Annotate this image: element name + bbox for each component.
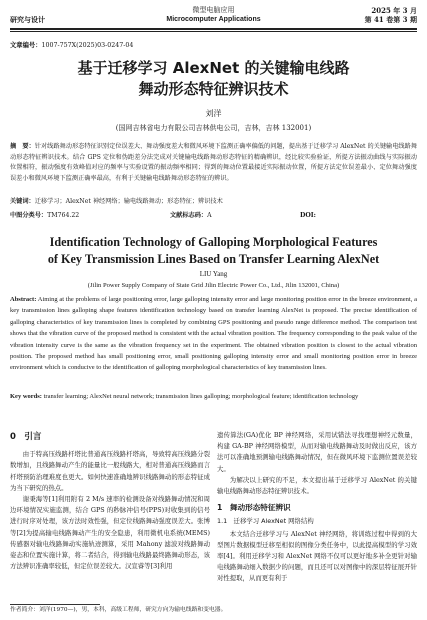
issue-date: 2025 年 3 月 — [371, 6, 417, 15]
clc-value: TM764.22 — [47, 212, 80, 219]
footnote-rule — [10, 604, 100, 605]
keywords-en — [10, 391, 417, 402]
abstract-cn-text: 针对线路舞动形态特征识别定位误差大、舞动强度差大和微风环境下监测正确率偏低的问题，提出基于迁移学习 AlexNet 的关键输电线路舞动形态特征辨识技术。结合 GPS 定位和伪距差分法完成对关键输电线路舞动形态特征的精确辨识，经比较实验验证，所提方法振动曲线与实际振动位置相符，振动强度有效峰值对应的频率与实验设置的振动频率相同；得到的舞动位置最接近实际振动位置，所提方法定位误差最小、定位舞动强度误差小和微风环境下监测正确率最高，有利于关键输电线路舞动形态特征的辨识。 — [10, 143, 417, 182]
doc-code-label: 文献标志码： — [170, 212, 208, 219]
keywords-cn-label: 关键词： — [10, 198, 35, 205]
article-number — [10, 40, 133, 49]
body-paragraph: 本文结合迁移学习与 AlexNet 神经网络，将训练过程中得到的大型图片数据模型迁移至相似的图像分类任务中，以此提高模型的学习效率[4]。利用迁移学习和 AlexNet 网络不仅可以更好地多补全更针对输电线路舞动细入数据少的问题，而且还可以对图像中的深层特征展开针对性提取，从而更有利于 — [217, 529, 417, 583]
article-number-label: 文章编号： — [10, 42, 42, 49]
affiliation-cn: (国网吉林省电力有限公司吉林供电公司，吉林，吉林 132001) — [115, 124, 312, 132]
issue-info — [365, 6, 417, 24]
body-paragraph: 遗传算法(GA)优化 BP 神经网络，采用试错法寻找理想神经元数量，构建 GA-BP 神经网络模型，从而对输电线路舞动及时做出反应，该方法可以准确地预测输电线路舞动情况，但在微风环境下监测位置误差较大。 — [217, 431, 417, 473]
doc-code-value: A — [207, 212, 212, 219]
journal-name-en: Microcomputer Applications — [166, 16, 261, 23]
section-heading-1: 1 舞动形态特征辨识 — [217, 503, 291, 513]
subsection-heading-1-1: 1.1 迁移学习 AlexNet 网络结构 — [217, 517, 314, 526]
abstract-en — [10, 294, 417, 374]
article-number-value: 1007-757X(2025)03-0247-04 — [41, 42, 134, 49]
clc-number — [10, 211, 79, 221]
body-paragraph: 由于特高压线路杆塔比普通高压线路杆塔高，导致特高压线路分裂数增加，且线路舞动产生的能量比一般线路大，相对普通高压线路而言杆塔预防治理难度也更大。如何快速准确地辨识线路舞动的形态特征成为当下研究的热点。 — [10, 450, 210, 492]
classification-cn — [10, 211, 417, 221]
author-cn: 刘洋 — [205, 109, 222, 118]
body-column-left — [10, 430, 210, 572]
journal-name-cn: 微型电脑应用 — [192, 6, 235, 14]
page-header — [10, 4, 417, 28]
title-en-line1: Identification Technology of Galloping Morphological Features — [49, 235, 378, 249]
body-paragraph: 为解决以上研究的不足，本文提出基于迁移学习 AlexNet 的关键输电线路舞动形态特征辨识技术。 — [217, 475, 417, 496]
author-footnote: 作者简介：刘洋(1970—)，男，本科，高级工程师，研究方向为输电线路和变电器。 — [10, 607, 227, 613]
doc-code — [170, 211, 212, 221]
section-heading-introduction: 0 引言 — [10, 432, 42, 442]
header-rule-thin — [10, 31, 417, 32]
journal-name — [10, 6, 417, 24]
title-en-line2: of Key Transmission Lines Based on Transfer Learning AlexNet — [47, 252, 380, 266]
keywords-en-text: transfer learning; AlexNet neural network; transmission lines galloping; morphological feature; identification technology — [43, 393, 359, 400]
title-en — [10, 234, 417, 268]
author-en: LIU Yang — [199, 270, 228, 278]
abstract-en-label: Abstract: — [10, 296, 37, 303]
doi — [300, 211, 316, 221]
abstract-cn — [10, 142, 417, 184]
abstract-en-text: Aiming at the problems of large positioning error, large galloping intensity error and large monitoring position error in the breeze environment, a key transmission lines galloping shape features identification technology based on transfer learning AlexNet is proposed. The precise identification of galloping characteristics of key transmission lines is completed by combining GPS positioning and pseudo range difference method. The comparison test shows that the vibration curve of the proposed method is consistent with the actual vibration position. The frequency corresponding to the peak value of the vibration intensity curve is the same as the vibration frequency set in the experiment. The obtained vibration position is closest to the actual vibration position. The proposed method has small positioning error, small positioning galloping intensity error and small monitoring position error in breeze environment which is conducive to the identification of galloping morphological characteristics of key transmission lines. — [10, 296, 417, 372]
title-cn-line1: 基于迁移学习 AlexNet 的关键输电线路 — [77, 59, 350, 77]
body-column-right — [217, 430, 417, 585]
header-section-label: 研究与设计 — [10, 15, 45, 24]
title-cn-line2: 舞动形态特征辨识技术 — [138, 80, 289, 98]
title-cn — [10, 58, 417, 100]
affiliation-en: (Jilin Power Supply Company of State Grid Jilin Electric Power Co., Ltd., Jilin 132001, China) — [87, 282, 340, 289]
body-paragraph: 谢秉海等[1]利用附有 2 M/s 速率的检测设备对线路舞动情况和周边环境情况实施监测，结合 GPS 的秒脉冲信号(PPS)对收集到的信号进行时序对处理，该方法时效性强，但定位线路舞动强度误差大。张博等[2]为提高输电线路舞动产生的安全隐患，利用微机电系统(MEMS)传感器对输电线路舞动实施轨迹测算，采用 Mahony 滤波对线路舞动姿态和位置实施计算，将二者结合，得到输电线路最终路舞动形态，该方法辨识准确率较低，但定位误差较大。汉宣睿等[3]利用 — [10, 495, 210, 571]
doi-label: DOI: — [300, 212, 316, 219]
abstract-cn-label: 摘 要： — [10, 143, 35, 150]
header-rule-thick — [10, 28, 417, 30]
issue-volume: 第 41 卷第 3 期 — [364, 15, 417, 24]
clc-label: 中图分类号： — [10, 212, 48, 219]
keywords-cn — [10, 197, 417, 207]
keywords-en-label: Key words: — [10, 393, 42, 400]
keywords-cn-text: 迁移学习；AlexNet 神经网络；输电线路舞动；形态特征；辨识技术 — [34, 198, 223, 205]
